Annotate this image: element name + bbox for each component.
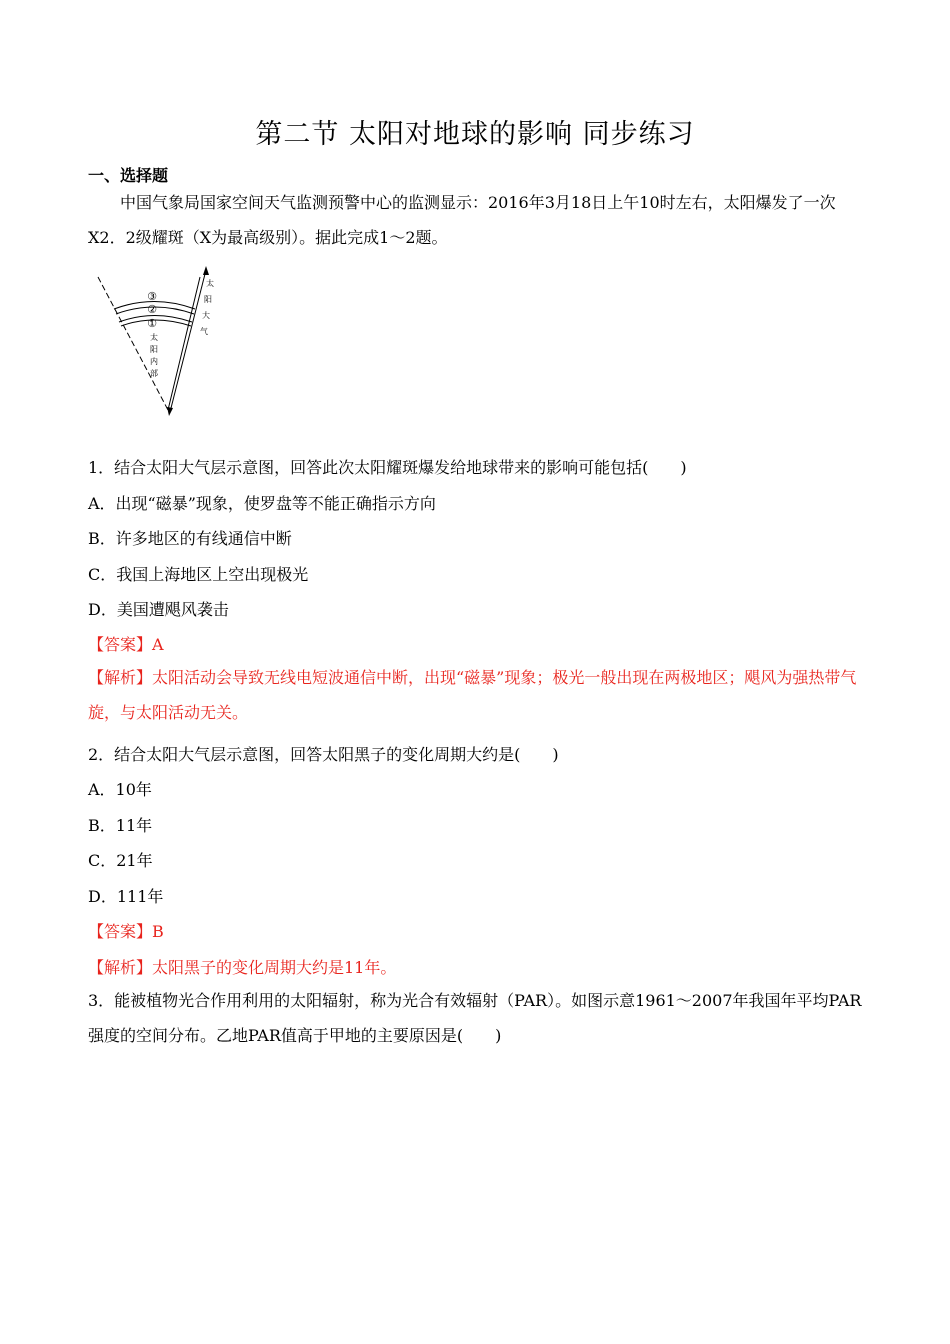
solar-atmosphere-diagram — [88, 262, 228, 420]
layer-label-1: ① — [147, 317, 157, 330]
layer-label-2: ② — [147, 303, 157, 316]
question-1-answer: 【答案】A — [88, 635, 164, 654]
cone-right-edge — [168, 277, 200, 410]
atmosphere-label-char: 阳 — [204, 295, 212, 304]
cone-left-edge — [98, 277, 168, 410]
page-title: 第二节 太阳对地球的影响 同步练习 — [255, 119, 695, 150]
layer-label-3: ③ — [147, 290, 157, 303]
interior-label-char: 部 — [150, 369, 158, 378]
atmosphere-label-char: 太 — [206, 279, 214, 288]
interior-label-char: 太 — [150, 333, 158, 342]
question-2-option-a: A．10年 — [88, 780, 152, 799]
question-1-option-c: C．我国上海地区上空出现极光 — [88, 565, 309, 584]
question-3-stem: 3．能被植物光合作用利用的太阳辐射，称为光合有效辐射（PAR）。如图示意1961～2007年我国年平均PAR强度的空间分布。乙地PAR值高于甲地的主要原因是( ) — [88, 991, 862, 1045]
arrow-head-top-icon — [203, 266, 209, 275]
question-2-answer: 【答案】B — [88, 922, 164, 941]
section-heading: 一、选择题 — [88, 166, 169, 185]
question-2-stem: 2．结合太阳大气层示意图，回答太阳黑子的变化周期大约是( ) — [88, 745, 559, 764]
question-2-option-d: D．111年 — [88, 887, 164, 906]
interior-label-char: 阳 — [150, 345, 158, 354]
question-1-option-d: D．美国遭飓风袭击 — [88, 600, 229, 619]
question-1-stem: 1．结合太阳大气层示意图，回答此次太阳耀斑爆发给地球带来的影响可能包括( ) — [88, 458, 687, 477]
question-2-analysis: 【解析】太阳黑子的变化周期大约是11年。 — [88, 958, 397, 977]
question-2-option-c: C．21年 — [88, 851, 153, 870]
arrow-line — [170, 270, 206, 412]
question-2-option-b: B．11年 — [88, 816, 153, 835]
atmosphere-label-char: 气 — [200, 327, 208, 336]
arrow-head-bottom-icon — [167, 407, 173, 416]
question-1-option-b: B．许多地区的有线通信中断 — [88, 529, 292, 548]
question-1-option-a: A．出现“磁暴”现象，使罗盘等不能正确指示方向 — [88, 494, 436, 513]
atmosphere-label-char: 大 — [202, 311, 210, 320]
intro-paragraph: 中国气象局国家空间天气监测预警中心的监测显示：2016年3月18日上午10时左右，太阳爆发了一次X2．2级耀斑（X为最高级别）。据此完成1～2题。 — [88, 193, 836, 247]
question-1-analysis: 【解析】太阳活动会导致无线电短波通信中断，出现“磁暴”现象；极光一般出现在两极地区；飓风为强热带气旋，与太阳活动无关。 — [88, 668, 857, 722]
interior-label-char: 内 — [150, 357, 158, 366]
